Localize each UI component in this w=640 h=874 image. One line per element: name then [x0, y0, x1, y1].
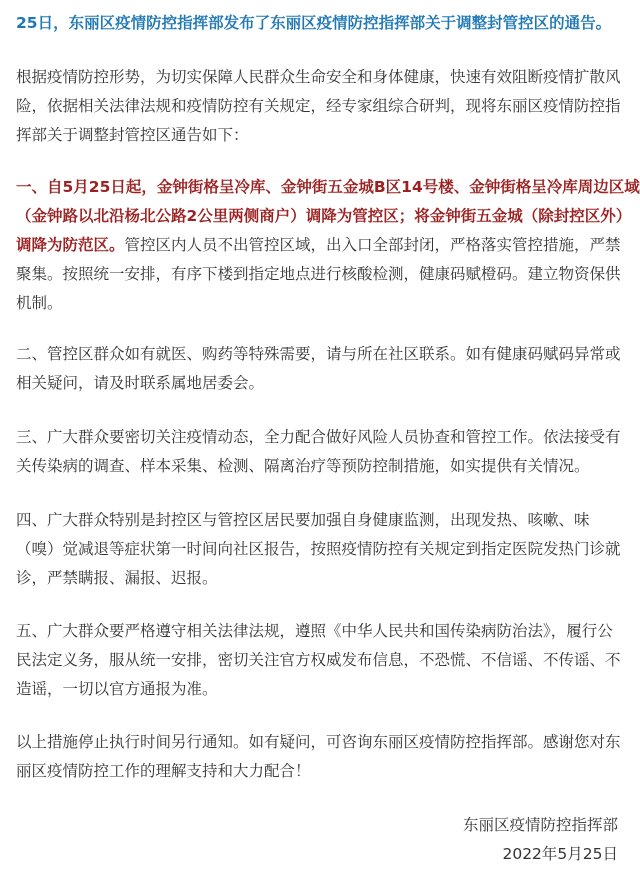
intro-line: 挥部关于调整封管控区通告如下：	[16, 126, 249, 144]
item-3-line: 三、广大群众要密切关注疫情动态，全力配合做好风险人员协查和管控工作。依法接受有	[16, 428, 621, 446]
item-5-line: 民法定义务，服从统一安排，密切关注官方权威发布信息，不恐慌、不信谣、不传谣、不	[16, 651, 621, 669]
closing-line: 以上措施停止执行时间另行通知。如有疑问，可咨询东丽区疫情防控指挥部。感谢您对东	[16, 733, 621, 751]
item-4-paragraph	[16, 506, 624, 593]
closing-line: 丽区疫情防控工作的理解支持和大力配合！	[16, 762, 311, 780]
intro-line: 险，依据相关法律法规和疫情防控有关规定，经专家组综合研判，现将东丽区疫情防控指	[16, 97, 621, 115]
item-4-line: 诊，严禁瞒报、漏报、迟报。	[16, 569, 218, 587]
item-5-paragraph	[16, 617, 624, 704]
item-1-highlight: 调降为防范区。	[16, 236, 125, 254]
signature-org: 东丽区疫情防控指挥部	[462, 816, 618, 834]
intro-line: 根据疫情防控形势，为切实保障人民群众生命安全和身体健康，快速有效阻断疫情扩散风	[16, 68, 621, 86]
item-1-text: 管控区内人员不出管控区域，出入口全部封闭，严格落实管控措施，严禁	[124, 236, 621, 254]
item-1-text: 聚集。按照统一安排，有序下楼到指定地点进行核酸检测，健康码赋橙码。建立物资保供	[16, 265, 621, 283]
item-4-line: 四、广大群众特别是封控区与管控区居民要加强自身健康监测，出现发热、咳嗽、味	[16, 511, 590, 529]
item-5-line: 造谣，一切以官方通报为准。	[16, 680, 218, 698]
item-1-highlight: 一、自5月25日起，金钟街格呈冷库、金钟街五金城B区14号楼、金钟街格呈冷库周边区域	[16, 178, 640, 196]
item-1-text: 机制。	[16, 294, 63, 312]
headline: 25日，东丽区疫情防控指挥部发布了东丽区疫情防控指挥部关于调整封管控区的通告。	[16, 14, 612, 32]
item-2-paragraph	[16, 340, 624, 398]
item-3-line: 关传染病的调查、样本采集、检测、隔离治疗等预防控制措施，如实提供有关情况。	[16, 457, 590, 475]
item-3-paragraph	[16, 423, 624, 481]
item-1-highlight: （金钟路以北沿杨北公路2公里两侧商户）调降为管控区；将金钟街五金城（除封控区外）	[16, 207, 632, 225]
item-4-line: （嗅）觉减退等症状第一时间向社区报告，按照疫情防控有关规定到指定医院发热门诊就	[16, 540, 621, 558]
signature-date: 2022年5月25日	[502, 845, 618, 863]
item-2-line: 相关疑问，请及时联系属地居委会。	[16, 374, 265, 392]
intro-paragraph	[16, 63, 624, 150]
item-2-line: 二、管控区群众如有就医、购药等特殊需要，请与所在社区联系。如有健康码赋码异常或	[16, 345, 621, 363]
item-1-paragraph	[16, 173, 640, 318]
closing-paragraph	[16, 728, 624, 786]
item-5-line: 五、广大群众要严格遵守相关法律法规，遵照《中华人民共和国传染病防治法》，履行公	[16, 622, 613, 640]
